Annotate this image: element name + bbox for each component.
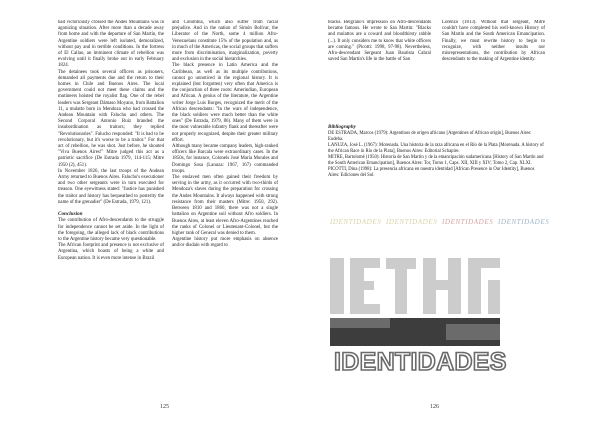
paragraph: In November 1826, the last troops of the Andean Army returned to Buenos Aires. Falucho's executioner and two other sergeants were in turn executed for treason. One eyewitness stated: "Justice has punished the traitor and history has bequeathed to posterity the name of the grenadier" (De Estrada, 1979, 121). [58, 168, 164, 205]
paragraph: The contribution of Afro-descendants to the struggle for independence cannot be set aside. In the light of the foregoing, the alleged lack of black contributions to the Argentine history became very questionable. [58, 218, 164, 242]
identidades-logo [328, 214, 564, 398]
paragraph: Although many became company leaders, high-ranked officers like Barcala were extraordinary cases. In the 1850s, for instance, Colonels José María Morales and Domingo Sosa (Lanuza: 1967, 167) commanded troops. [172, 144, 278, 174]
logo-word-row: IDENTIDADES [498, 218, 550, 226]
bibliography-heading: Bibliography [328, 124, 356, 130]
logo-main-word: IDENTIDADES [334, 348, 507, 376]
paragraph: blacks. Belgrano's impression on Afro-descendants became famous. He wrote to San Martín: "Blacks and mulattos are a coward and bloodthirsty rabble (...). It only considers me to know that white officers are coming." (Picotti: 1998, 97-98). Nevertheless, Afro-descendant Sergeant Juan Bautista Cabral saved San Martín's life in the battle of San [328, 20, 431, 63]
bibliography-entry: DE ESTRADA, Marcos (1979): Argentinos de origen africano [Argentines of African origin], Buenos Aires: Eudeba. [328, 131, 532, 142]
bibliography-entry: PICOTTI, Dina (1998): La presencia africana en nuestra identidad [African Presence in Our Identity], Buenos Aires: Ediciones del Sol. [328, 167, 535, 178]
paragraph: Argentine history put more emphasis on absence and/or disdain with regard to [172, 237, 278, 249]
logo-word-row: IDENTIDADES [442, 218, 494, 226]
bibliography-entry: LANUZA, José L. (1967): Morenada. Una historia de la raza africana en el Río de la Plata [Morenada. A history of the African Race in Río de la Plata], Buenos Aires: Editorial Schapire. [328, 143, 544, 154]
paragraph: had victoriously crossed the Andes Mountains was in agonizing situation. After more than a decade away from home and with the departure of San Martín, the Argentine soldiers were left isolated, demoralized, without pay and in terrible conditions. In the fortress of El Callao, an imminent climate of rebellion was evolving until it finally broke out in early February 1824. [58, 20, 164, 69]
bibliography [328, 124, 544, 204]
paragraph: The enslaved men often gained their freedom by serving in the army, as it occurred with two-thirds of Mendoza's slaves during the preparation for crossing the Andes Mountains. It always happened with strong resistance from their masters (Mitre: 1950, 292). Between 1810 and 1860, there was not a single battalion on Argentine soil without Afro soldiers. In Buenos Aires, at least eleven Afro-Argentines reached the ranks of Colonel or Lieutenant-Colonel, but the higher rank of General was denied to them. [172, 175, 278, 236]
right-page-column-2 [442, 20, 545, 112]
right-page-column-1 [328, 20, 431, 112]
logo-word-row: IDENTIDADES [386, 218, 438, 226]
page-number-right: 126 [430, 404, 439, 410]
identidades-logo-graphic [328, 214, 564, 398]
page-number-left: 125 [160, 404, 169, 410]
conclusion-heading: Conclusion [58, 211, 83, 218]
right-page [300, 0, 600, 424]
left-page-column-2 [172, 20, 278, 402]
paragraph: and Colombia, which also suffer from racial prejudice. And in the nation of Simón Bolívar, the Liberator of the North, some 4 million Afro-Venezuelans constitute 15% of the population and, as in much of the Americas, the social groups that suffers more from discrimination, marginalization, poverty and exclusion in the social hierarchies. [172, 20, 278, 63]
bibliography-entry: MITRE, Bartolomé (1950): Historia de San Martín y de la emancipación sudamericana [History of San Martín and the South American Emancipation], Buenos Aires: Tor, Tomo 1, Caps. XII, XIII y XIV; Tomo 2, Cap. XLXI. [328, 155, 544, 166]
paragraph: The detainees took several officers as prisoners, demanded all payments due and the return to their homes in Chile and Buenos Aires. The local government could not meet these claims and the mutineers hoisted the royalist flag. One of the rebel leaders was Sergeant Dámaso Moyano, from Battalion 11, a mulatto born in Mendoza who had crossed the Andean Mountain with Falucho and others. The Second Corporal Antonio Ruiz branded the insubordination as traitors; they replied "Revolutionaries". Falucho responded: "It is bad to be revolutionary, but it's worse to be a traitor." For that act of rebellion, he was shot. Just before, he shouted "Viva Buenos Aires!" Mitre judged this act as a patriotic sacrifice (De Estrada 1979, 114-115; Mitre 1950 (2), 451). [58, 69, 164, 168]
left-page-column-1 [58, 20, 164, 402]
paragraph: The African footprint and presence is not exclusive of Argentina, which boasts of being a white and European nation. It is even more intense in Brazil [58, 243, 164, 261]
logo-word-row: IDENTIDADES [330, 218, 382, 226]
logo-block-letters [330, 258, 500, 314]
paragraph: The black presence in Latin America and the Caribbean, as well as its multiple contributions, cannot go unnoticed in the regional history. It is explained (but forgotten) very often that America is the conjunction of three roots: Amerindian, European and African. A genius of the literature, the Argentine writer Jorge Luis Borges, recognized the merit of the African descendants: "In the wars of independence, the black soldiers were much better than the white ones" (De Estrada, 1979, 86). Many of them were in the most vulnerable infantry flank and thereafter were not properly recognized, despite their greater military effort. [172, 63, 278, 143]
paragraph: Lorenzo (1813). Without that sergeant, Mitre couldn't have completed his well-known History of San Martín and the South American Emancipation. Finally, we must rewrite history to begin to recognize, with neither insults nor misrepresentations, the contribution by African descendants to the making of Argentine identity. [442, 20, 545, 63]
